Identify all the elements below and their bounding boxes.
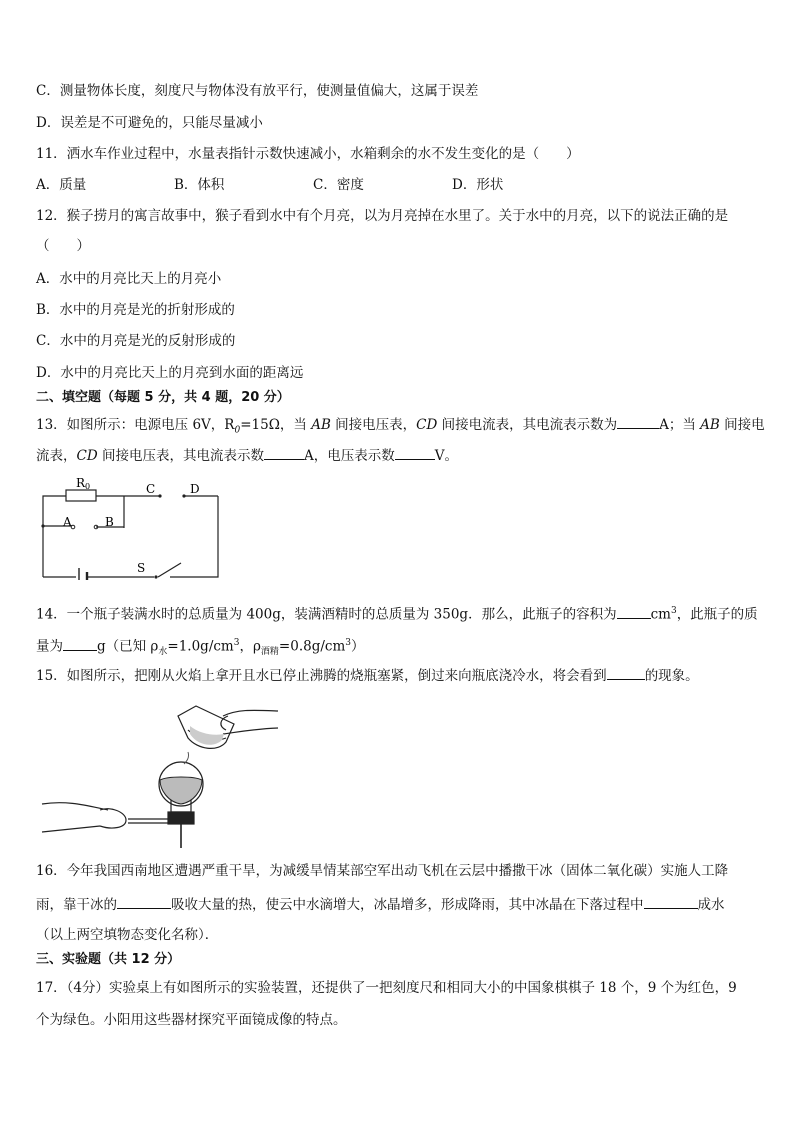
q13-blank-1[interactable]: [617, 415, 659, 429]
q12-stem: 12．猴子捞月的寓言故事中，猴子看到水中有个月亮，以为月亮掉在水里了。关于水中的月亮，以下的说法正确的是: [36, 208, 729, 224]
q16-line3: （以上两空填物态变化名称）．: [36, 927, 219, 943]
r0-label: R0: [76, 476, 91, 491]
q13-line2: 流表，CD 间接电压表，其电流表示数 A，电压表示数 V。: [36, 448, 458, 464]
q16-line2: 雨，靠干冰的 吸收大量的热，使云中水滴增大，冰晶增多，形成降雨，其中冰晶在下落过程中 成水: [36, 897, 725, 913]
q14-line1: 14．一个瓶子装满水时的总质量为 400g，装满酒精时的总质量为 350g．那么，此瓶子的容积为 $cm^3$，此瓶子的质: [36, 606, 758, 623]
terminal-c-label: C: [146, 482, 156, 496]
switch-s-label: S: [137, 561, 146, 575]
terminal-b-label: B: [105, 515, 114, 529]
q15-blank[interactable]: [607, 666, 645, 680]
q11-option-c: C．密度: [313, 177, 364, 193]
q10-option-d: D．误差是不可避免的，只能尽量减小: [36, 115, 263, 131]
flask-experiment-figure: [38, 694, 282, 848]
q15-stem: 15．如图所示，把刚从火焰上拿开且水已停止沸腾的烧瓶塞紧，倒过来向瓶底浇冷水，将会看到 的现象。: [36, 668, 699, 684]
q12-option-b: B．水中的月亮是光的折射形成的: [36, 302, 235, 318]
terminal-a-label: A: [63, 515, 72, 529]
q12-option-d: D．水中的月亮比天上的月亮到水面的距离远: [36, 365, 304, 381]
q13-blank-3[interactable]: [395, 446, 435, 460]
q17-line2: 个为绿色。小阳用这些器材探究平面镜成像的特点。: [36, 1012, 347, 1028]
q11-stem: 11．洒水车作业过程中，水量表指针示数快速减小，水箱剩余的水不发生变化的是（ ）: [36, 146, 580, 162]
q10-option-c: C．测量物体长度，刻度尺与物体没有放平行，使测量值偏大，这属于误差: [36, 83, 479, 99]
q16-blank-2[interactable]: [644, 895, 698, 909]
section-experiment-heading: 三、实验题（共 12 分）: [36, 952, 181, 967]
q11-option-a: A．质量: [36, 177, 87, 193]
q13-line1: 13．如图所示：电源电压 6V，$R_0=15\Omega$，当 AB 间接电压表，CD 间接电流表，其电流表示数为 A；当 AB 间接电: [36, 417, 765, 436]
q13-blank-2[interactable]: [264, 446, 304, 460]
q14-blank-1[interactable]: [617, 605, 651, 619]
q12-option-a: A．水中的月亮比天上的月亮小: [36, 271, 222, 287]
q12-paren: （ ）: [36, 238, 90, 254]
q11-option-d: D．形状: [452, 177, 504, 193]
section-fill-blank-heading: 二、填空题（每题 5 分，共 4 题，20 分）: [36, 390, 290, 405]
terminal-d-label: D: [190, 482, 200, 496]
q14-line2: 量为 g（已知 $\rho_水=1.0g/cm^3$，$\rho_{酒精}=0.8g/cm^3$）: [36, 638, 365, 658]
q12-option-c: C．水中的月亮是光的反射形成的: [36, 333, 236, 349]
q16-line1: 16．今年我国西南地区遭遇严重干旱，为减缓旱情某部空军出动飞机在云层中播撒干冰（固体二氧化碳）实施人工降: [36, 863, 729, 879]
q11-option-b: B．体积: [174, 177, 225, 193]
q17-line1: 17．（4分）实验桌上有如图所示的实验装置，还提供了一把刻度尺和相同大小的中国象棋棋子 18 个，9 个为红色，9: [36, 980, 737, 996]
circuit-diagram: [38, 476, 224, 580]
q16-blank-1[interactable]: [117, 895, 171, 909]
q14-blank-2[interactable]: [63, 637, 97, 651]
